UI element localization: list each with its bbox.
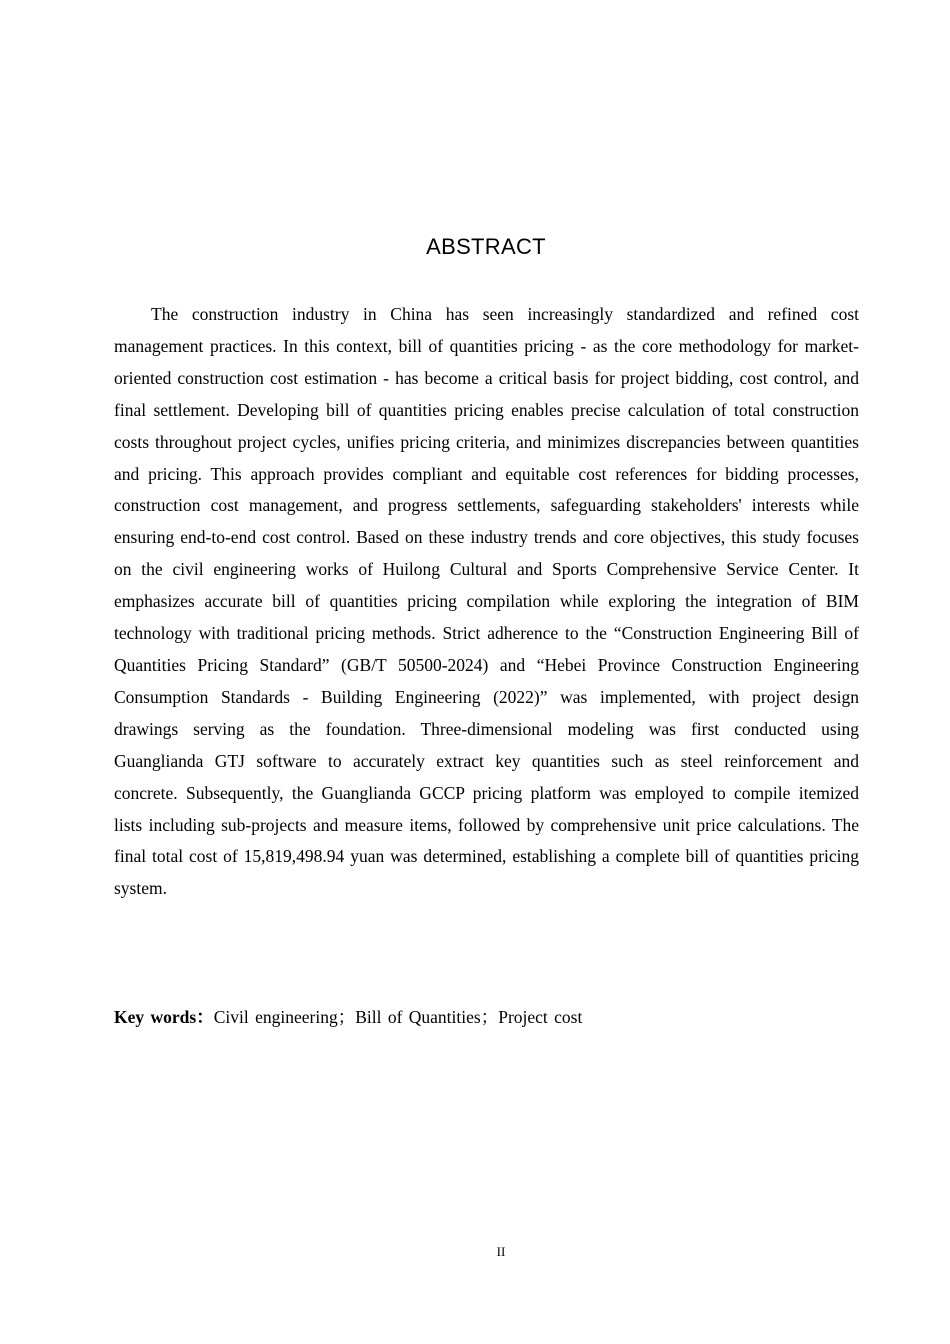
abstract-title: ABSTRACT [426,234,546,259]
keywords-items: Civil engineering；Bill of Quantities；Project cost [213,1007,583,1027]
keywords-line [114,1002,859,1034]
abstract-body: The construction industry in China has seen increasingly standardized and refined cost management practices. In this context, bill of quantities pricing - as the core methodology for market-oriented construction cost estimation - has become a critical basis for project bidding, cost control, and final settlement. Developing bill of quantities pricing enables precise calculation of total construction costs throughout project cycles, unifies pricing criteria, and minimizes discrepancies between quantities and pricing. This approach provides compliant and equitable cost references for bidding processes, construction cost management, and progress settlements, safeguarding stakeholders' interests while ensuring end-to-end cost control. Based on these industry trends and core objectives, this study focuses on the civil engineering works of Huilong Cultural and Sports Comprehensive Service Center. It emphasizes accurate bill of quantities pricing compilation while exploring the integration of BIM technology with traditional pricing methods. Strict adherence to the “Construction Engineering Bill of Quantities Pricing Standard” (GB/T 50500-2024) and “Hebei Province Construction Engineering Consumption Standards - Building Engineering (2022)” was implemented, with project design drawings serving as the foundation. Three-dimensional modeling was first conducted using Guanglianda GTJ software to accurately extract key quantities such as steel reinforcement and concrete. Subsequently, the Guanglianda GCCP pricing platform was employed to compile itemized lists including sub-projects and measure items, followed by comprehensive unit price calculations. The final total cost of 15,819,498.94 yuan was determined, establishing a complete bill of quantities pricing system. [114,304,859,899]
page-number: II [496,1244,506,1259]
keywords-label: Key words： [114,1007,214,1027]
